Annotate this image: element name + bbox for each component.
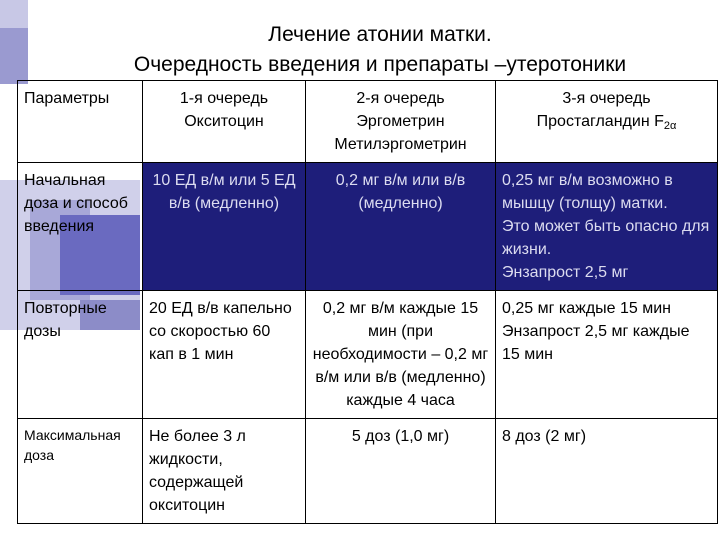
row-initial-col3-line3: Энзапрост 2,5 мг: [502, 264, 629, 281]
row-repeat-label: Повторные дозы: [18, 291, 143, 419]
row-repeat-col3-line1: 0,25 мг каждые 15 мин: [502, 300, 672, 317]
header-col1-line2: Окситоцин: [184, 113, 264, 130]
header-col2: [306, 81, 496, 163]
row-repeat-col1: 20 ЕД в/в капельно со скоростью 60 кап в 1 мин: [143, 291, 306, 419]
header-col2-line1: 2-я очередь: [356, 90, 445, 107]
title-line-2: Очередность введения и препараты –утеротоники: [133, 53, 627, 76]
row-initial-col3-line1: 0,25 мг в/м возможно в мышцу (толщу) матки.: [502, 172, 673, 212]
row-max-col1: Не более 3 л жидкости, содержащей окситоцин: [143, 419, 306, 524]
table-row-max: [18, 419, 718, 524]
header-col3-line1: 3-я очередь: [562, 90, 651, 107]
header-col1: [143, 81, 306, 163]
row-initial-col3-line2: Это может быть опасно для жизни.: [502, 218, 710, 258]
header-col2-line2: Эргометрин: [356, 113, 445, 130]
row-repeat-col3: [496, 291, 718, 419]
row-initial-col2: 0,2 мг в/м или в/в (медленно): [306, 163, 496, 291]
header-col3: [496, 81, 718, 163]
row-repeat-col3-line2: Энзапрост 2,5 мг каждые 15 мин: [502, 323, 690, 363]
header-col3-subscript: 2α: [663, 120, 677, 132]
header-col3-line2: [502, 110, 711, 138]
table-row-repeat: [18, 291, 718, 419]
table-header-row: [18, 81, 718, 163]
row-initial-col1: 10 ЕД в/м или 5 ЕД в/в (медленно): [143, 163, 306, 291]
header-col2-line3: Метилэргометрин: [334, 136, 467, 153]
row-max-col2: 5 доз (1,0 мг): [306, 419, 496, 524]
row-max-label: Максимальная доза: [18, 419, 143, 524]
header-params: [18, 81, 143, 163]
slide-title: [40, 20, 720, 80]
row-max-col3: 8 доз (2 мг): [496, 419, 718, 524]
header-col3-drug: Простагландин F: [536, 113, 664, 130]
row-initial-label: Начальная доза и способ введения: [18, 163, 143, 291]
row-repeat-col2: 0,2 мг в/м каждые 15 мин (при необходимости – 0,2 мг в/м или в/в (медленно) каждые 4 часа: [306, 291, 496, 419]
table-row-initial: [18, 163, 718, 291]
row-initial-col3: [496, 163, 718, 291]
title-line-1: Лечение атонии матки.: [268, 23, 492, 46]
header-params-text: Параметры: [24, 90, 110, 107]
header-col1-line1: 1-я очередь: [179, 90, 269, 107]
uterotonic-table: [17, 80, 718, 524]
